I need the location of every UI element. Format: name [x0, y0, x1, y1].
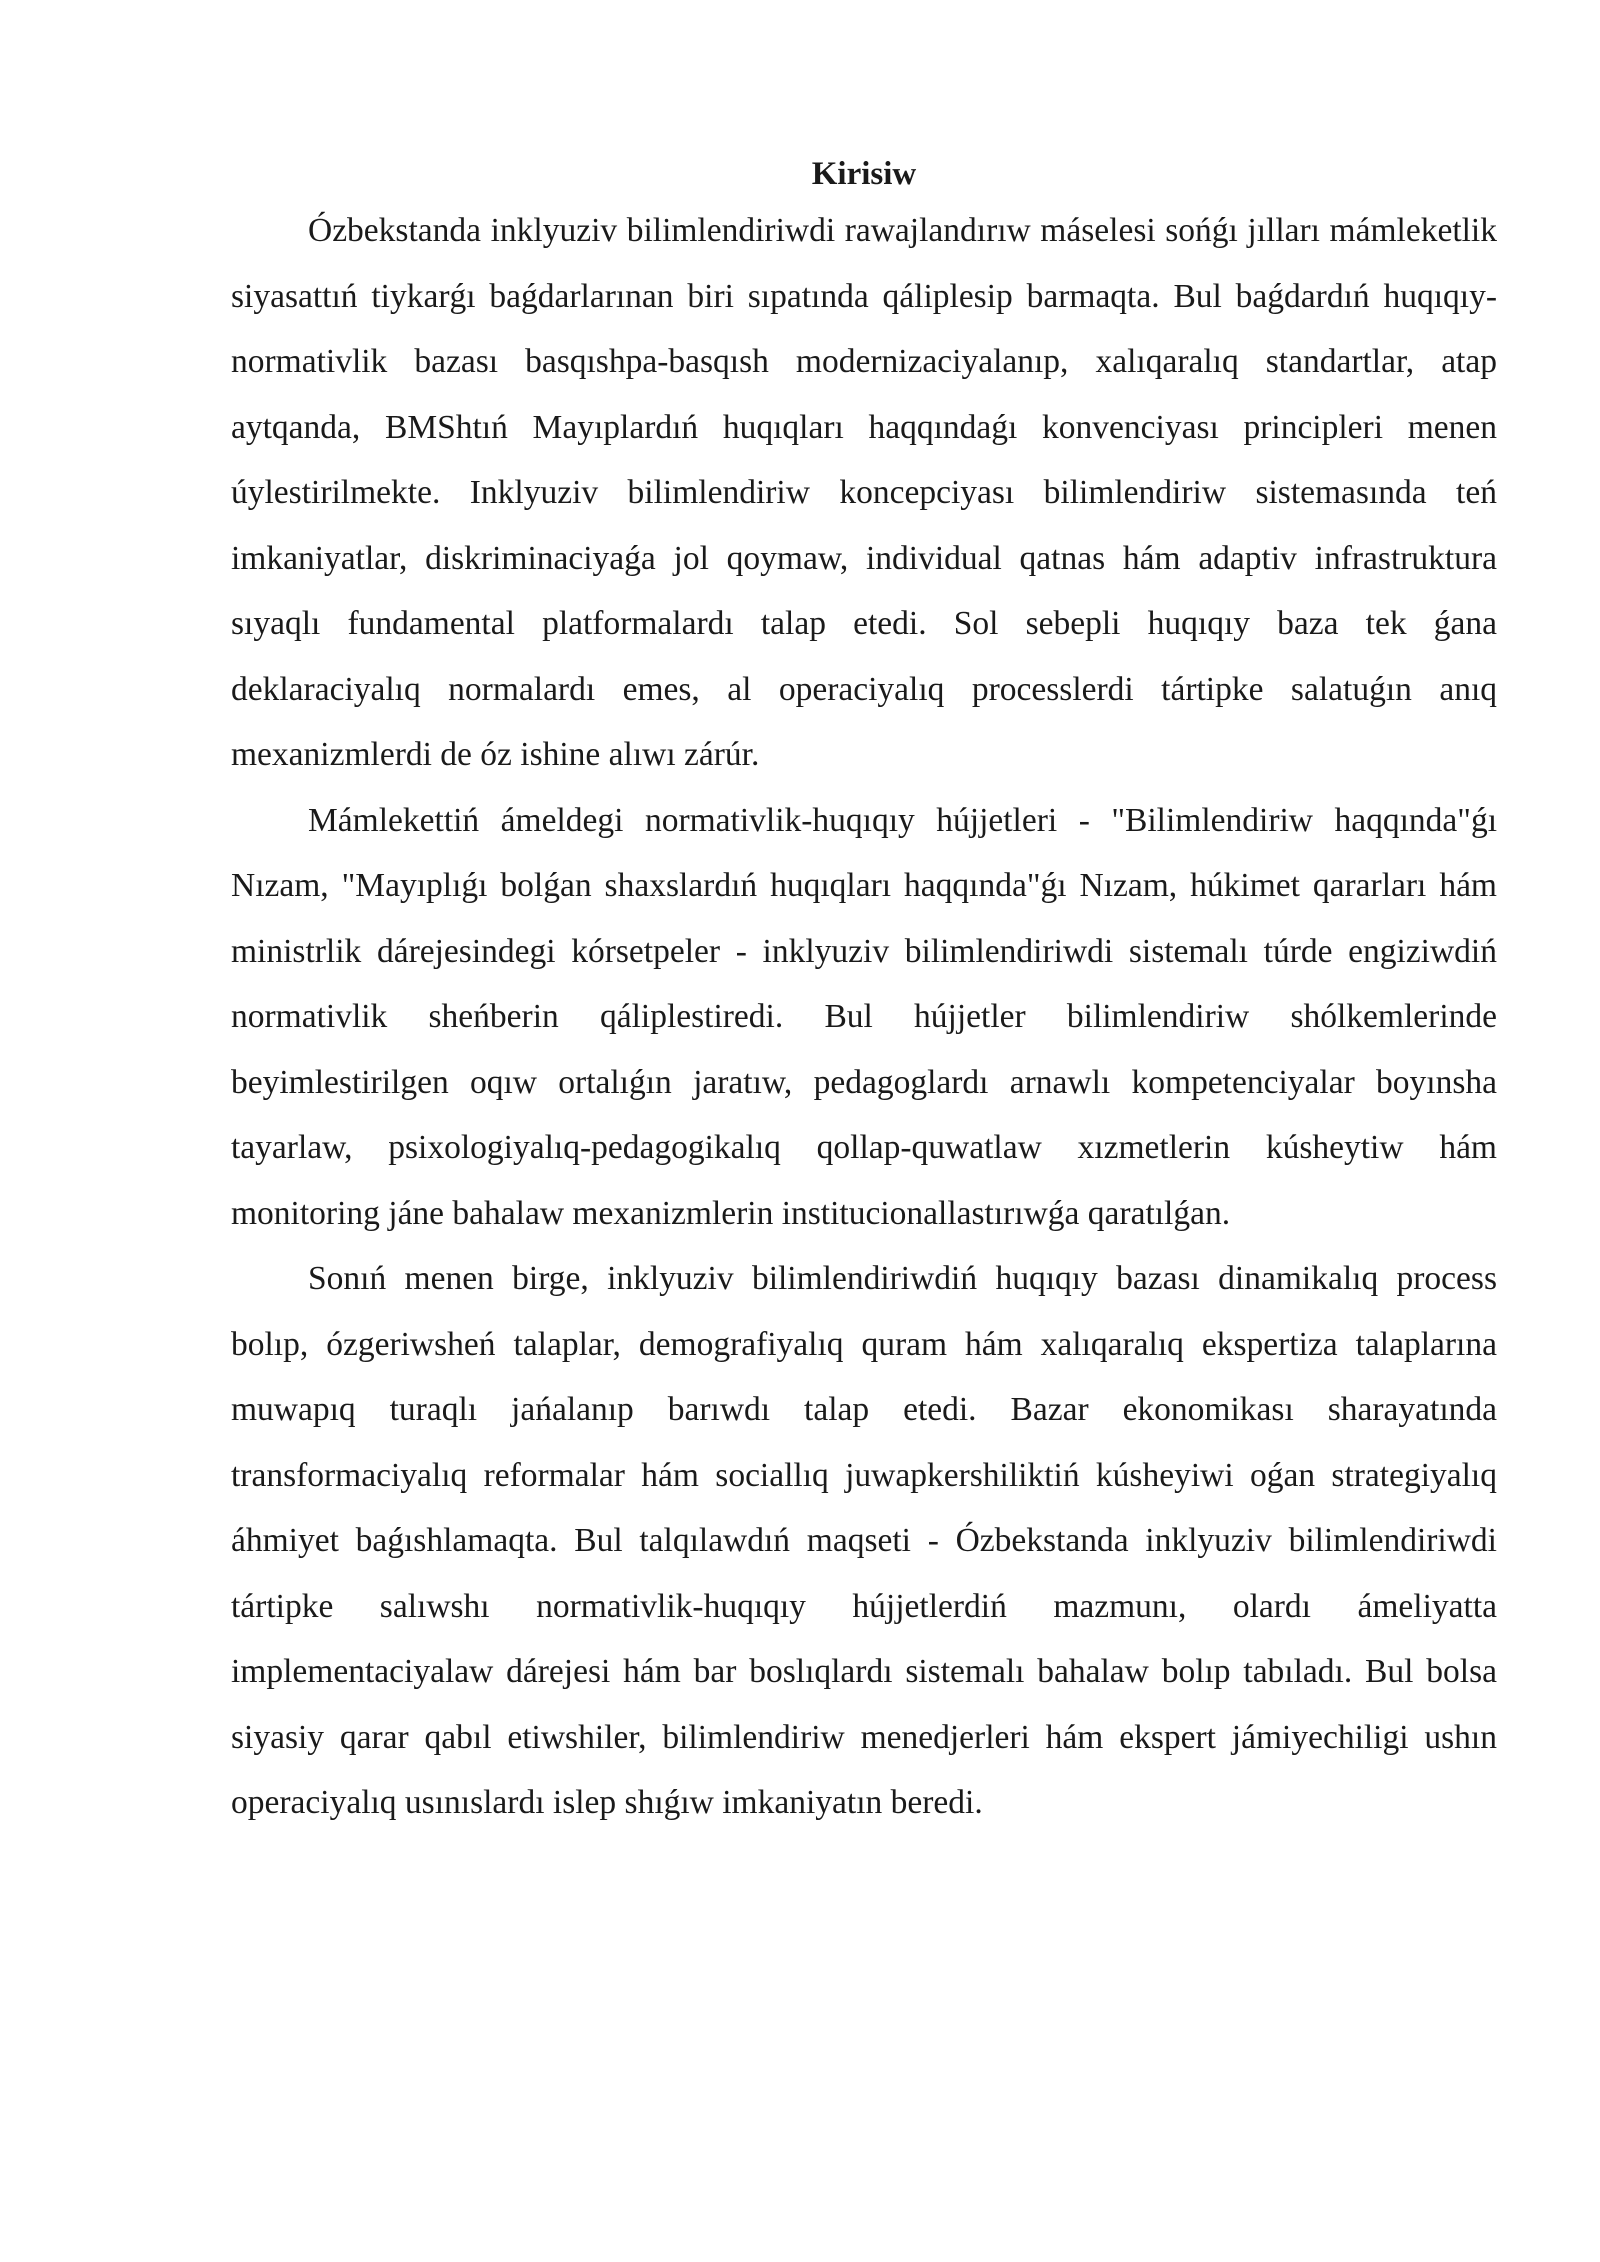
- paragraph-2: Mámlekettiń ámeldegi normativlik-huqıqıy hújjetleri - "Bilimlendiriw haqqında"ǵı Nızam, "Mayıplıǵı bolǵan shaxslardıń huqıqları haqqında"ǵı Nızam, húkimet qararları hám ministrlik dárejesindegi kórsetpeler - inklyuziv bilimlendiriwdi sistemalı túrde engiziwdiń normativlik sheńberin qáliplestiredi. Bul hújjetler bilimlendiriw shólkemlerinde beyimlestirilgen oqıw ortalıǵın jaratıw, pedagoglardı arnawlı kompetenciyalar boyınsha tayarlaw, psixologiyalıq-pedagogikalıq qollap-quwatlaw xızmetlerin kúsheytiw hám monitoring jáne bahalaw mexanizmlerin institucionallastırıwǵa qaratılǵan.: [231, 801, 1497, 1232]
- document-title: Kirisiw: [811, 156, 917, 192]
- paragraph-1: Ózbekstanda inklyuziv bilimlendiriwdi rawajlandırıw máselesi sońǵı jılları mámleketlik siyasattıń tiykarǵı baǵdarlarınan biri sıpatında qáliplesip barmaqta. Bul baǵdardıń huqıqıy-normativlik bazası basqıshpa-basqısh modernizaciyalanıp, xalıqaralıq standartlar, atap aytqanda, BMShtıń Mayıplardıń huqıqları haqqındaǵı konvenciyası principleri menen úylestirilmekte. Inklyuziv bilimlendiriw koncepciyası bilimlendiriw sistemasında teń imkaniyatlar, diskriminaciyaǵa jol qoymaw, individual qatnas hám adaptiv infrastruktura sıyaqlı fundamental platformalardı talap etedi. Sol sebepli huqıqıy baza tek ǵana deklaraciyalıq normalardı emes, al operaciyalıq processlerdi tártipke salatuǵın anıq mexanizmlerdi de óz ishine alıwı zárúr.: [231, 212, 1497, 773]
- paragraph-3: Sonıń menen birge, inklyuziv bilimlendiriwdiń huqıqıy bazası dinamikalıq process bolıp, ózgeriwsheń talaplar, demografiyalıq quram hám xalıqaralıq ekspertiza talaplarına muwapıq turaqlı jańalanıp barıwdı talap etedi. Bazar ekonomikası sharayatında transformaciyalıq reformalar hám sociallıq juwapkershiliktiń kúsheyiwi oǵan strategiyalıq áhmiyet baǵıshlamaqta. Bul talqılawdıń maqseti - Ózbekstanda inklyuziv bilimlendiriwdi tártipke salıwshı normativlik-huqıqıy hújjetlerdiń mazmunı, olardı ámeliyatta implementaciyalaw dárejesi hám bar boslıqlardı sistemalı bahalaw bolıp tabıladı. Bul bolsa siyasiy qarar qabıl etiwshiler, bilimlendiriw menedjerleri hám ekspert jámiyechiligi ushın operaciyalıq usınıslardı islep shıǵıw imkaniyatın beredi.: [231, 1260, 1497, 1821]
- document-page: [231, 152, 1497, 1836]
